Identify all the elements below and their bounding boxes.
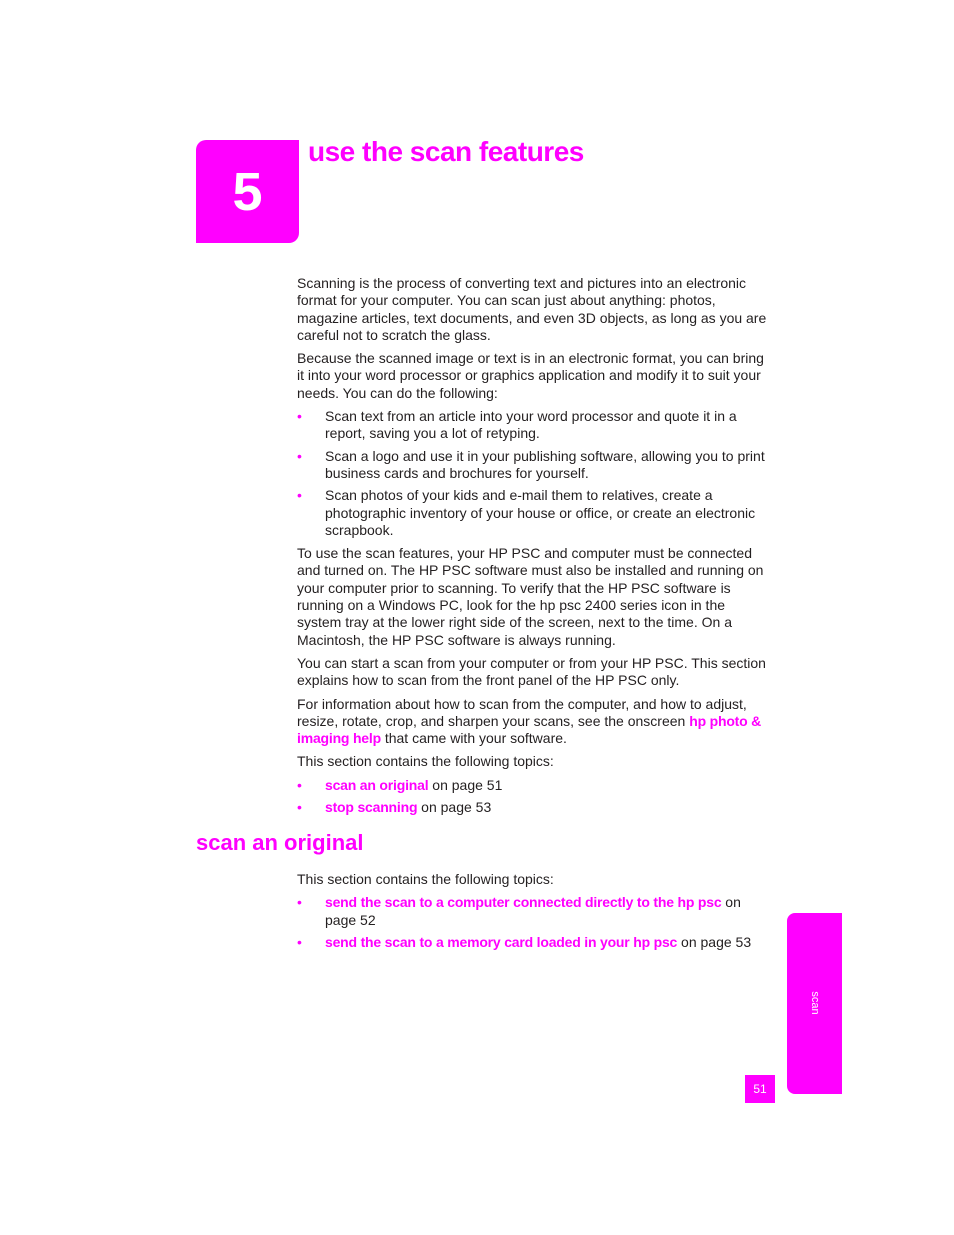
page-reference: on page 53 (417, 799, 492, 816)
hp-photo-imaging-help-link[interactable]: hp photo & imaging help (297, 712, 762, 747)
section-topics-list (297, 894, 773, 951)
list-item (297, 799, 773, 816)
bullet-icon: • (297, 933, 302, 950)
intro-paragraph-1: Scanning is the process of converting text and pictures into an electronic format for your computer. You can scan just about anything: photos, magazine articles, text documents, and even 3D objects, as long as you are careful not to scratch the glass. (297, 275, 767, 343)
section-heading: scan an original (196, 830, 364, 855)
paragraph-text: that came with your software. (380, 730, 567, 747)
scan-original-section (297, 871, 773, 957)
intro-paragraph-2: Because the scanned image or text is in an electronic format, you can bring it into your word processor or graphics application and modify it to suit your needs. You can do the following: (297, 350, 764, 401)
topics-list (297, 777, 773, 817)
list-item (297, 934, 773, 951)
uses-list (297, 408, 773, 539)
scan-an-original-link[interactable]: scan an original (325, 776, 429, 793)
intro-section (297, 275, 773, 822)
bullet-icon: • (297, 447, 302, 464)
bullet-icon: • (297, 894, 302, 911)
side-tab (787, 913, 842, 1094)
list-item (297, 894, 773, 929)
list-item-text: Scan a logo and use it in your publishing software, allowing you to print business cards and brochures for yourself. (325, 447, 765, 481)
page-reference: on page 53 (677, 933, 752, 950)
section-paragraph: This section contains the following topics: (297, 871, 554, 887)
bullet-icon: • (297, 487, 302, 504)
paragraph-text: For information about how to scan from the computer, and how to adjust, resize, rotate, crop, and sharpen your scans, see the onscreen (297, 695, 747, 729)
send-scan-to-memory-card-link[interactable]: send the scan to a memory card loaded in your hp psc (325, 933, 678, 950)
intro-paragraph-6: This section contains the following topics: (297, 753, 554, 770)
side-tab-label: scan (808, 991, 821, 1015)
intro-paragraph-4: You can start a scan from your computer or from your HP PSC. This section explains how to scan from the front panel of the HP PSC only. (297, 654, 766, 689)
send-scan-to-computer-link[interactable]: send the scan to a computer connected directly to the hp psc (325, 894, 722, 911)
bullet-icon: • (297, 776, 302, 793)
page-number: 51 (745, 1075, 775, 1103)
bullet-icon: • (297, 799, 302, 816)
list-item (297, 487, 773, 539)
page-reference: on page 51 (428, 776, 503, 793)
bullet-icon: • (297, 408, 302, 425)
stop-scanning-link[interactable]: stop scanning (325, 799, 418, 816)
list-item (297, 408, 773, 443)
intro-paragraph-5 (297, 696, 773, 748)
list-item-text: Scan photos of your kids and e-mail them to relatives, create a photographic inventory of your house or office, or create an electronic scrapbook. (325, 487, 756, 538)
list-item (297, 448, 773, 483)
chapter-number-box (196, 140, 299, 243)
page-reference: on page 52 (325, 894, 741, 928)
chapter-title: use the scan features (308, 136, 584, 167)
list-item (297, 777, 773, 794)
list-item-text: Scan text from an article into your word processor and quote it in a report, saving you a lot of retyping. (325, 408, 737, 442)
chapter-number: 5 (232, 161, 263, 222)
intro-paragraph-3: To use the scan features, your HP PSC and computer must be connected and turned on. The HP PSC software must also be installed and running on your computer prior to scanning. To verify that the HP PSC software is running on a Windows PC, look for the hp psc 2400 series icon in the system tray at the lower right side of the screen, next to the time. On a Macintosh, the HP PSC software is always running. (297, 545, 764, 648)
